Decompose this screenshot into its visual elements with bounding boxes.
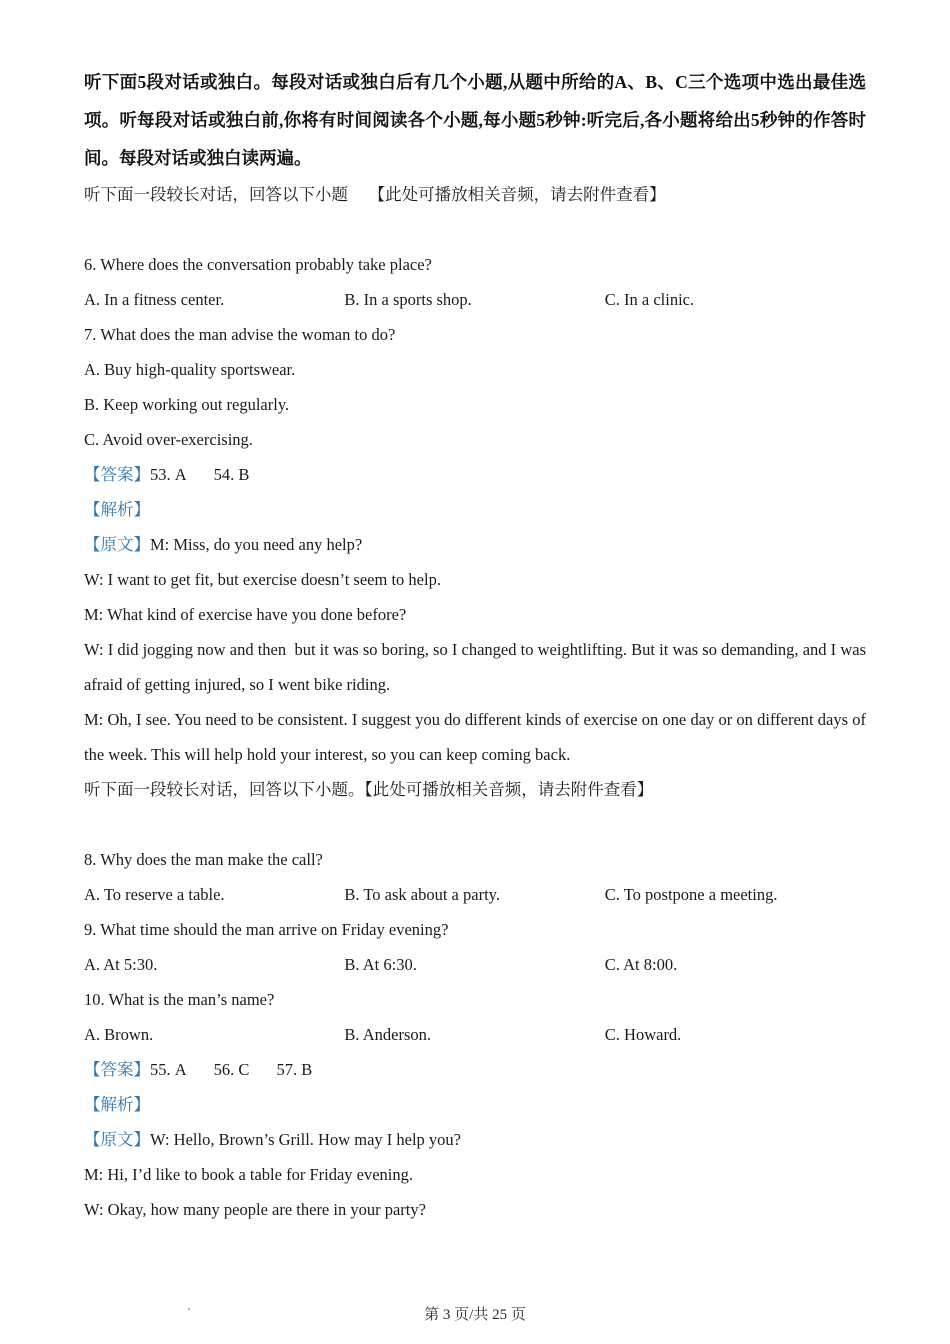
option-a: A. Brown.: [84, 1025, 154, 1044]
blank-line: [84, 212, 866, 247]
option-c: C. At 8:00.: [604, 955, 678, 974]
transcript-line: M: Oh, I see. You need to be consistent. I suggest you do different kinds of exercise on one day or on different days of the week. This will help hold your interest, so you can keep coming back.: [84, 710, 871, 764]
transcript-text: M: Miss, do you need any help?: [150, 535, 363, 554]
option-b: B. Anderson.: [344, 1025, 432, 1044]
analysis-line: [84, 1087, 866, 1122]
transcript-line: W: I did jogging now and then but it was so boring, so I changed to weightlifting. But it was so demanding, and I was afraid of getting injured, so I went bike riding.: [84, 640, 871, 694]
blank-line: [84, 807, 866, 842]
question7-option-b: B. Keep working out regularly.: [84, 395, 290, 414]
answer-item: 55. A: [150, 1060, 187, 1079]
transcript-text: W: Hello, Brown’s Grill. How may I help you?: [150, 1130, 462, 1149]
option-a: A. To reserve a table.: [84, 885, 225, 904]
answer-label: 【答案】: [84, 465, 150, 484]
analysis-label: 【解析】: [84, 1095, 150, 1114]
question10-stem: 10. What is the man’s name?: [84, 990, 275, 1009]
question7-stem: 7. What does the man advise the woman to do?: [84, 325, 396, 344]
question8-options: [84, 877, 866, 912]
analysis-line: [84, 492, 866, 527]
transcript-line: M: Hi, I’d like to book a table for Friday evening.: [84, 1165, 414, 1184]
section1-lead: 听下面一段较长对话，回答以下小题 【此处可播放相关音频，请去附件查看】: [84, 185, 666, 204]
option-a: A. At 5:30.: [84, 955, 158, 974]
answer-line: [84, 1052, 866, 1087]
question10-options: [84, 1017, 866, 1052]
transcript-line: [84, 1122, 866, 1157]
answer-item: 53. A: [150, 465, 187, 484]
answer-line: [84, 457, 866, 492]
source-label: 【原文】: [84, 535, 150, 554]
option-b: B. To ask about a party.: [344, 885, 500, 904]
question8-stem: 8. Why does the man make the call?: [84, 850, 323, 869]
answer-label: 【答案】: [84, 1060, 150, 1079]
answer-item: 54. B: [213, 465, 250, 484]
answer-item: 57. B: [276, 1060, 313, 1079]
option-c: C. To postpone a meeting.: [604, 885, 778, 904]
transcript-line: W: Okay, how many people are there in your party?: [84, 1200, 426, 1219]
option-c: C. Howard.: [604, 1025, 682, 1044]
question7-option-a: A. Buy high-quality sportswear.: [84, 360, 296, 379]
question9-options: [84, 947, 866, 982]
question9-stem: 9. What time should the man arrive on Friday evening?: [84, 920, 449, 939]
option-c: C. In a clinic.: [604, 290, 695, 309]
question6-stem: 6. Where does the conversation probably take place?: [84, 255, 432, 274]
listening-instructions: 听下面5段对话或独白。每段对话或独白后有几个小题,从题中所给的A、B、C三个选项中选出最佳选项。听每段对话或独白前,你将有时间阅读各个小题,每小题5秒钟:听完后,各小题将给出5秒钟的作答时间。每段对话或独白读两遍。: [84, 72, 866, 168]
source-label: 【原文】: [84, 1130, 150, 1149]
transcript-line: M: What kind of exercise have you done before?: [84, 605, 407, 624]
option-b: B. At 6:30.: [344, 955, 417, 974]
transcript-line: [84, 527, 866, 562]
section2-lead: 听下面一段较长对话，回答以下小题。【此处可播放相关音频，请去附件查看】: [84, 780, 654, 799]
page-number: 第 3 页/共 25 页: [424, 1307, 526, 1323]
question7-option-c: C. Avoid over-exercising.: [84, 430, 253, 449]
transcript-line: W: I want to get fit, but exercise doesn’t seem to help.: [84, 570, 441, 589]
question6-options: [84, 282, 866, 317]
analysis-label: 【解析】: [84, 500, 150, 519]
option-b: B. In a sports shop.: [344, 290, 472, 309]
option-a: A. In a fitness center.: [84, 290, 225, 309]
answer-item: 56. C: [213, 1060, 250, 1079]
